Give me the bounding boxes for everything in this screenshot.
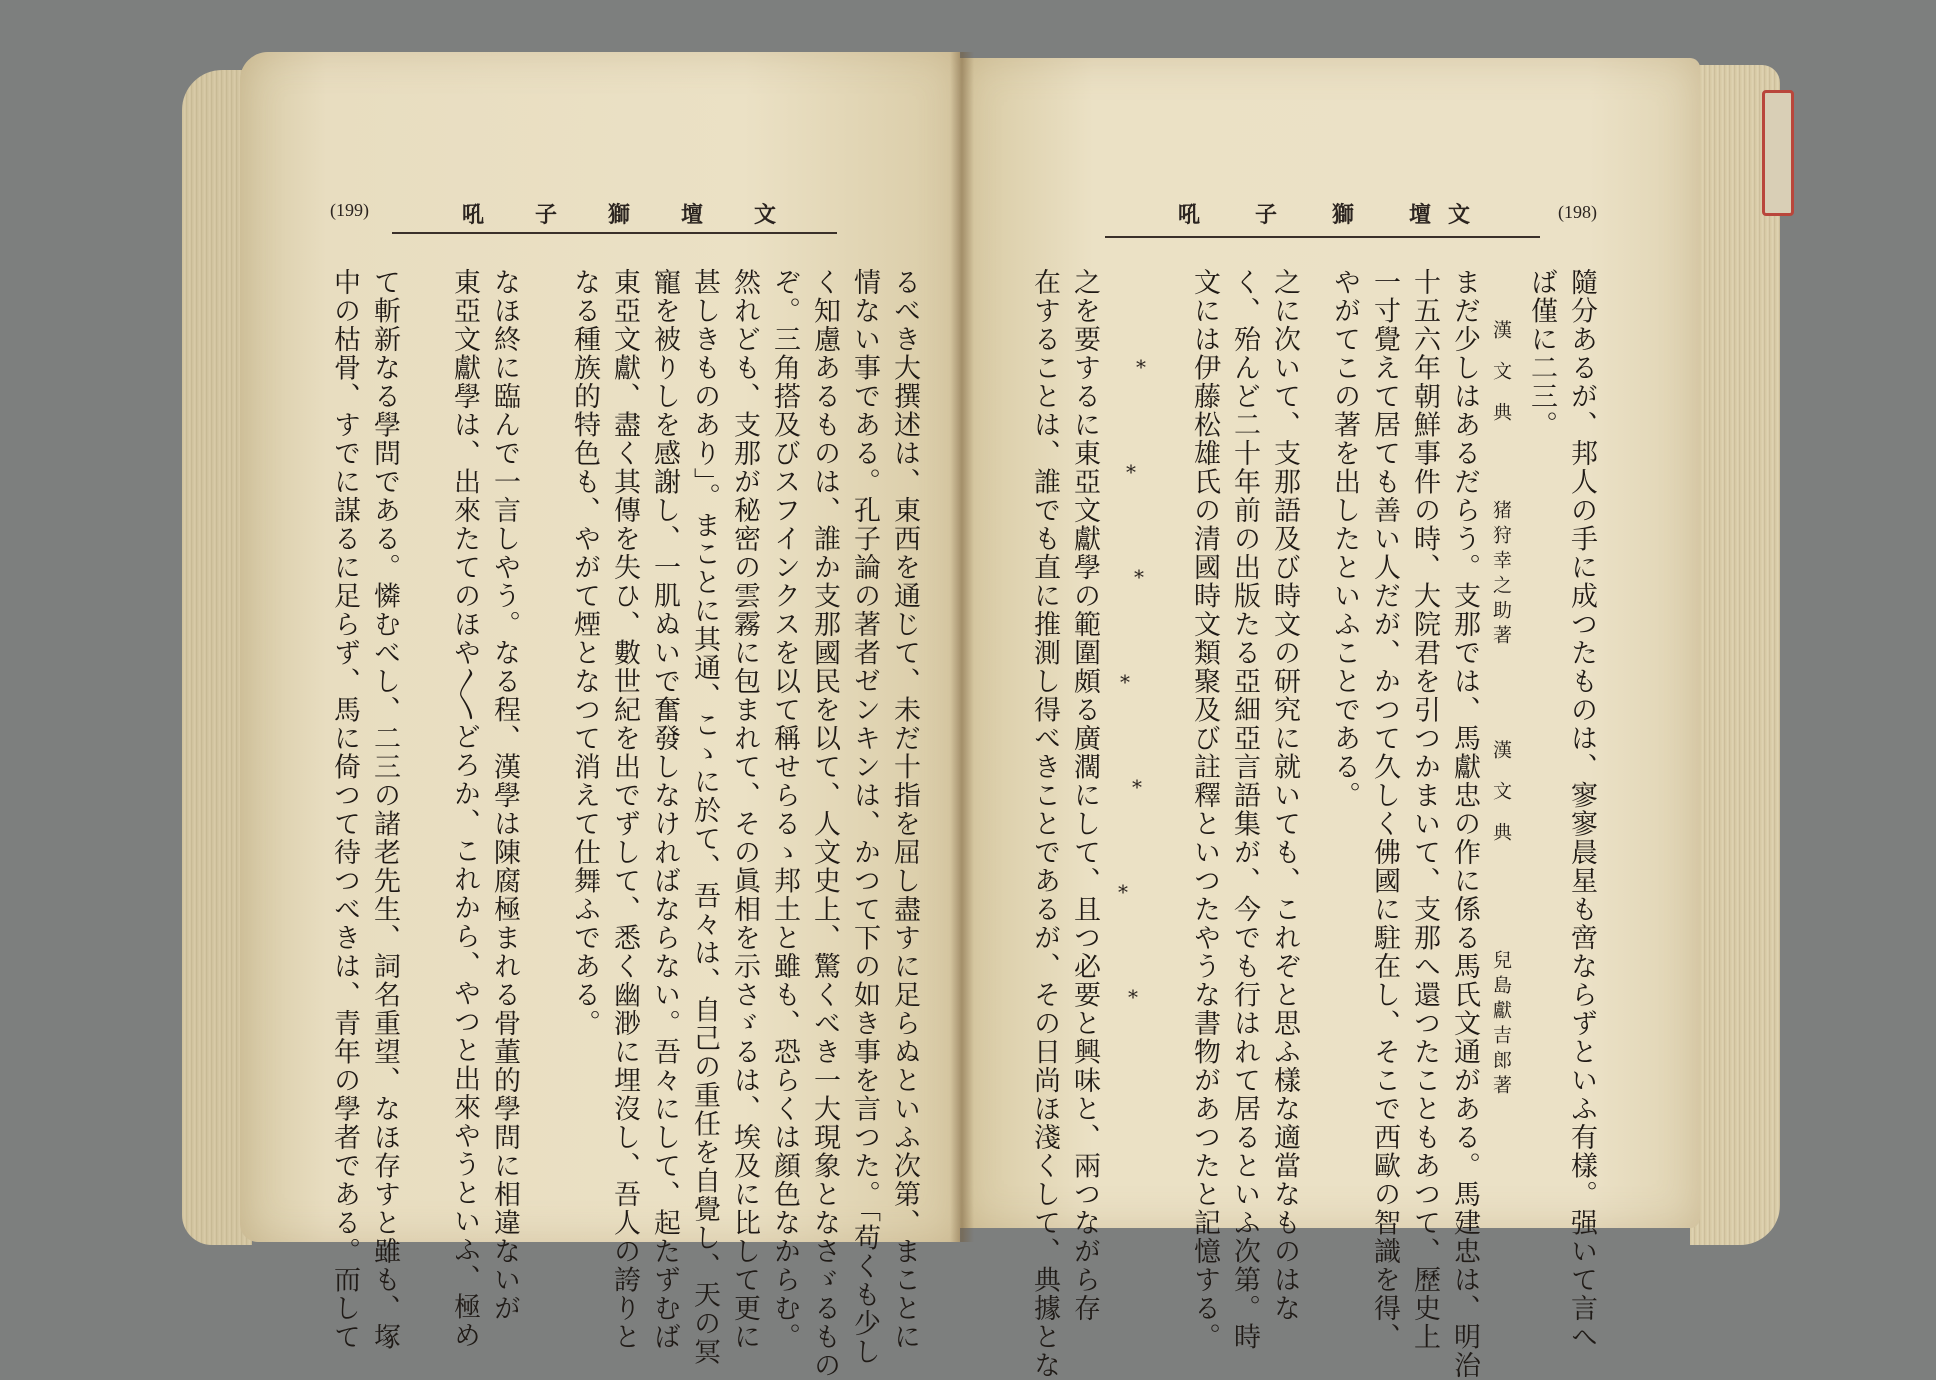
separator-asterisk-5: *	[1132, 775, 1142, 799]
left-column-6: 甚しきものあり」。まことに其通、こゝに於て、吾々は、自己の重任を自覺し、天の冥	[689, 268, 720, 1366]
right-column-2: ば僅に二三。	[1526, 268, 1557, 439]
bookmark-tab	[1762, 90, 1794, 216]
left-header-rule	[392, 232, 837, 234]
left-column-11: 東亞文獻學は、出來たてのほや〳〵どろか、これから、やつと出來やうといふ、極め	[449, 268, 480, 1350]
right-header-rule	[1105, 236, 1540, 238]
left-column-4: ぞ。三角搭及びスフインクスを以て稱せらるゝ邦土と雖も、恐らくは顔色なからむ。	[769, 268, 800, 1351]
separator-asterisk-6: *	[1118, 880, 1128, 904]
left-column-5: 然れども、支那が秘密の雲霧に包まれて、その眞相を示さゞるは、埃及に比して更に	[729, 268, 760, 1351]
right-title-char-1: 吼	[1178, 202, 1201, 228]
right-column-4: 十五六年朝鮮事件の時、大院君を引つかまいて、支那へ還つたこともあつて、歷史上	[1409, 268, 1440, 1351]
separator-asterisk-1: *	[1136, 355, 1146, 379]
right-column-7: 之に次いて、支那語及び時文の研究に就いても、これぞと思ふ樣な適當なものはな	[1269, 268, 1300, 1323]
right-column-6: やがてこの著を出したといふことである。	[1329, 268, 1360, 810]
left-column-2: 情ない事である。孔子論の著者ゼンキンは、かつて下の如き事を言つた。「苟くも少し	[849, 268, 880, 1366]
book-gutter	[950, 52, 974, 1242]
left-column-12: て斬新なる學問である。憐むべし、二三の諸老先生、詞名重望、なほ存すと雖も、塚	[369, 268, 400, 1351]
separator-asterisk-7: *	[1128, 985, 1138, 1009]
right-title-char-5: 文	[1448, 202, 1471, 228]
book-list-title-2: 漢文典	[1490, 740, 1512, 863]
left-title-char-2: 子	[535, 202, 558, 228]
right-column-1: 隨分あるが、邦人の手に成つたものは、寥寥晨星も啻ならずといふ有樣。强いて言へ	[1566, 268, 1597, 1351]
right-column-11: 在することは、誰でも直に推測し得べきことであるが、その日尚ほ淺くして、典據とな	[1029, 268, 1060, 1380]
right-page-edges	[1690, 65, 1780, 1245]
left-column-3: く知慮あるものは、誰か支那國民を以て、人文史上、驚くべき一大現象となさゞるもの	[809, 268, 840, 1380]
right-column-10: 之を要するに東亞文獻學の範圍頗る廣濶にして、且つ必要と興味と、兩つながら存	[1069, 268, 1100, 1323]
separator-asterisk-2: *	[1126, 460, 1136, 484]
right-column-3: まだ少しはあるだらう。支那では、馬獻忠の作に係る馬氏文通がある。馬建忠は、明治	[1449, 268, 1480, 1380]
left-column-9: なる種族的特色も、やがて煙となつて消えて仕舞ふである。	[569, 268, 600, 1038]
book-list-author-2: 兒島獻吉郎著	[1490, 950, 1512, 1100]
separator-asterisk-3: *	[1134, 565, 1144, 589]
left-title-char-4: 壇	[681, 202, 704, 228]
separator-asterisk-4: *	[1120, 670, 1130, 694]
right-column-5: 一寸覺えて居ても善い人だが、かつて久しく佛國に駐在し、そこで西歐の智識を得、	[1369, 268, 1400, 1351]
right-title-char-4: 壇	[1409, 202, 1432, 228]
right-title-char-2: 子	[1255, 202, 1278, 228]
left-page-number: (199)	[330, 200, 369, 220]
right-column-9: 文には伊藤松雄氏の清國時文類聚及び註釋といつたやうな書物があつたと記憶する。	[1189, 268, 1220, 1351]
left-title-char-5: 文	[754, 202, 777, 228]
book-list-title-1: 漢文典	[1490, 320, 1512, 443]
left-column-1: るべき大撰述は、東西を通じて、未だ十指を屈し盡すに足らぬといふ次第、まことに	[889, 268, 920, 1351]
left-column-8: 東亞文獻、盡く其傳を失ひ、數世紀を出でずして、悉く幽渺に埋沒し、吾人の誇りと	[609, 268, 640, 1351]
left-column-10: なほ終に臨んで一言しやう。なる程、漢學は陳腐極まれる骨董的學問に相違ないが	[489, 268, 520, 1323]
left-title-char-1: 吼	[462, 202, 485, 228]
right-column-8: く、殆んど二十年前の出版たる亞細亞言語集が、今でも行はれて居るといふ次第。時	[1229, 268, 1260, 1351]
right-page-number: (198)	[1558, 202, 1597, 222]
left-column-7: 寵を被りしを感謝し、一肌ぬいで奮發しなければならない。吾々にして、起たずむば	[649, 268, 680, 1351]
right-title-char-3: 獅	[1332, 202, 1355, 228]
book-list-author-1: 猪狩幸之助著	[1490, 500, 1512, 650]
left-title-char-3: 獅	[608, 202, 631, 228]
left-column-13: 中の枯骨、すでに謀るに足らず、馬に倚つて待つべきは、青年の學者である。而して	[329, 268, 360, 1351]
